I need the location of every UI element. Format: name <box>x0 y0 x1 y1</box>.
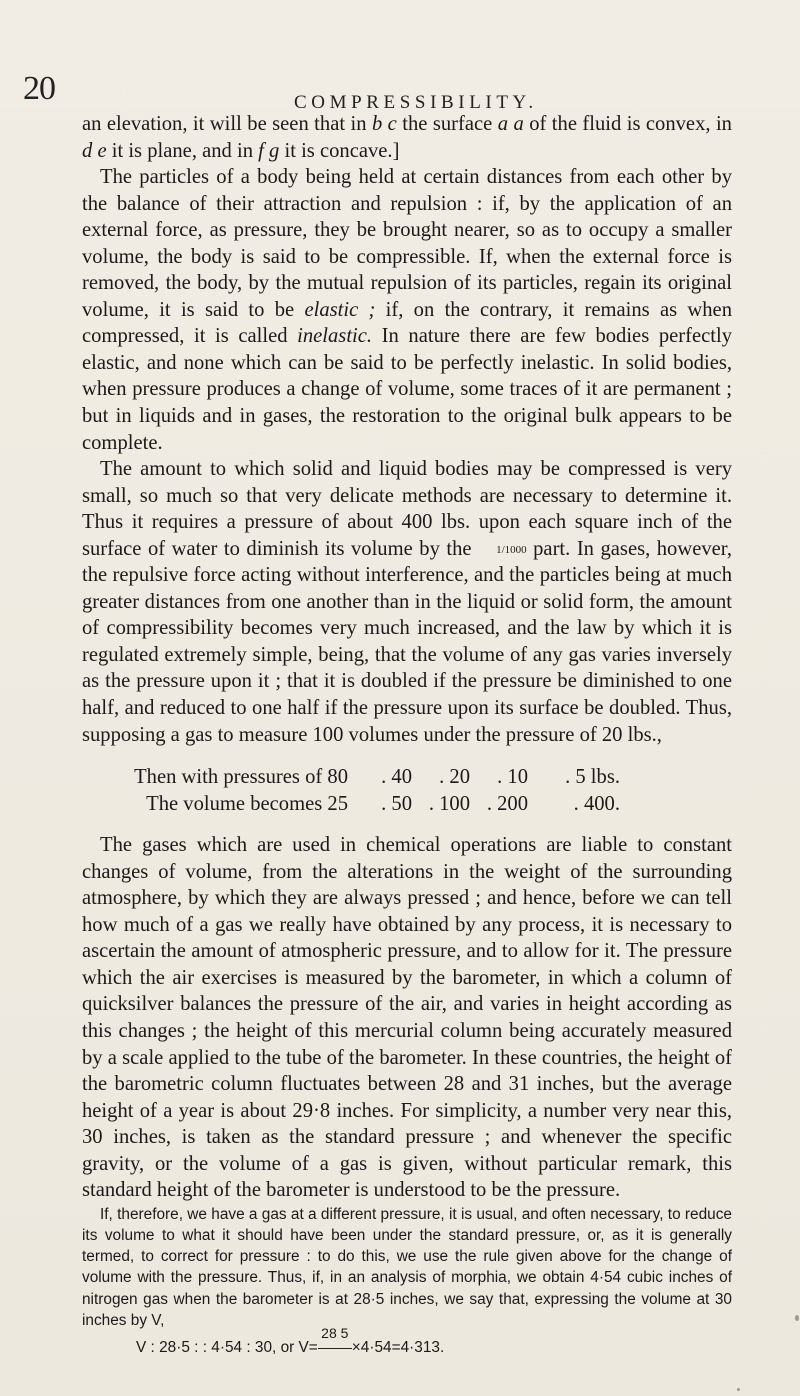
table-cell: . 5 lbs. <box>565 766 620 789</box>
formula-right: ×4·54=4·313. <box>351 1339 445 1356</box>
table-cell: . 50 <box>381 793 412 816</box>
pressure-volume-table <box>100 764 732 818</box>
table-row-label: Then with pressures of 80 <box>134 766 348 789</box>
text-run: part. In gases, however, the repulsive force acting without interference, and the particles being at much greater distances from one another than in the liquid or solid form, the amount of compressibility becomes very much increased, and the law by which it is regulated extremely simple, being, that the volume of any gas varies inversely as the pressure upon it ; that it is doubled if the pressure be diminished to one half, and reduced to one half if the pressure upon its surface be doubled. Thus, supposing a gas to measure 100 volumes under the pressure of 20 lbs., <box>82 537 732 746</box>
note-text: If, therefore, we have a gas at a different pressure, it is usual, and often necessary, to reduce its volume to what it should have been under the standard pressure, or, as it is generally termed, to correct for pressure : to do this, we use the rule given above for the change of volume with the pressure. Thus, if, in an analysis of morphia, we obtain 4·54 cubic inches of nitrogen gas when the barometer is at 28·5 inches, we say that, expressing the volume at 30 inches by V, <box>82 1205 732 1329</box>
paragraph-gases-atmosphere: The gases which are used in chemical operations are liable to constant changes of volume, from the alterations in the weight of the surrounding atmosphere, by which they are always pressed ; and hence, before we can tell how much of a gas we really have obtained by any process, it is necessary to ascertain the amount of atmospheric pressure, and to allow for it. The pressure which the air exercises is measured by the barometer, in which a column of quicksilver balances the pressure of the air, and varies in height according as this changes ; the height of this mercurial column being accurately measured by a scale applied to the tube of the barometer. In these countries, the height of the barometric column fluctuates between 28 and 31 inches, but the average height of a year is about 29·8 inches. For simplicity, a number very near this, 30 inches, is taken as the standard pressure ; and whenever the specific gravity, or the volume of a gas is given, without particular remark, this standard height of the barometer is understood to be the pressure. <box>82 834 732 1202</box>
text-run: The amount to which solid and liquid bodies may be compressed is very small, so much so that very delicate methods are necessary to determine it. Thus it requires a pressure of about 400 lbs. upon each square inch of the surface of water to diminish its volume by the <box>82 458 732 560</box>
table-cell: . 100 <box>428 793 470 816</box>
table-cell: . 10 <box>497 766 528 789</box>
table-row <box>100 791 732 818</box>
text-run: if, on the contrary, it remains as when compressed, it is called <box>82 298 732 348</box>
italic-term: b c <box>371 113 397 135</box>
text-run: In nature there are few bodies perfectly elastic, and none which can be said to be perfectly inelastic. In solid bodies, when pressure produces a change of volume, some traces of it are permanent ; but in liquids and in gases, the restoration to the original bulk appears to be complete. <box>82 325 732 454</box>
text-run: it is concave.] <box>279 139 400 162</box>
running-head: COMPRESSIBILITY. <box>294 92 538 113</box>
page-speck <box>795 1315 799 1321</box>
formula-left: V : 28·5 : : 4·54 : 30, or V= <box>136 1339 318 1356</box>
italic-term: a a <box>497 113 524 135</box>
table-cell: . 40 <box>381 766 412 789</box>
paragraph-amount <box>82 456 732 748</box>
paragraph-compressibility <box>82 164 732 456</box>
text-run: it is plane, and in <box>106 139 259 162</box>
table-cell: . 400. <box>573 793 620 816</box>
text-run: an elevation, it will be seen that in <box>82 113 372 135</box>
fraction: 1/1000 <box>496 543 527 556</box>
formula-fraction <box>318 1325 352 1358</box>
page-speck <box>737 1388 740 1391</box>
table-cell: . 20 <box>439 766 470 789</box>
text-run: the surface <box>396 113 498 135</box>
footnote-block <box>82 1204 732 1363</box>
correction-formula <box>82 1325 732 1363</box>
table-cell: . 200 <box>486 793 528 816</box>
formula-numerator: 28 5 <box>321 1325 349 1342</box>
fraction-bar <box>318 1348 352 1349</box>
italic-term: inelastic. <box>297 325 373 348</box>
paragraph-continuation <box>82 111 732 164</box>
table-row-label: The volume becomes 25 <box>146 793 348 816</box>
italic-term: f g <box>258 139 280 162</box>
text-run: The particles of a body being held at certain distances from each other by the balance of their attraction and repulsion : if, by the application of an external force, as pressure, they be brought nearer, so as to occupy a smaller volume, the body is said to be compressible. If, when the external force is removed, the body, by the mutual repulsion of its particles, regain its original volume, it is said to be <box>82 166 732 321</box>
table-row <box>100 764 732 791</box>
text-run: of the fluid is convex, in <box>523 113 732 135</box>
body-text <box>82 111 732 1363</box>
italic-term: elastic ; <box>304 298 376 321</box>
italic-term: d e <box>82 139 107 162</box>
page-number: 20 <box>23 70 55 107</box>
